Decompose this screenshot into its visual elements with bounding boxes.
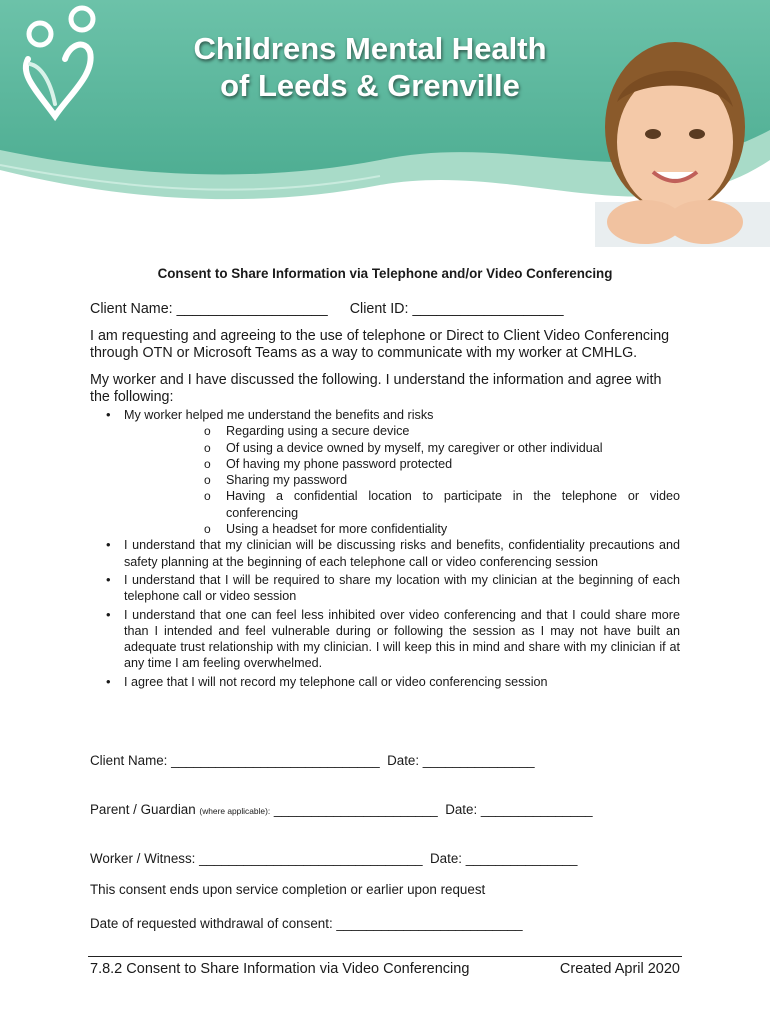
form-title: Consent to Share Information via Telephone and/or Video Conferencing — [157, 266, 613, 281]
worker-signature-line: Worker / Witness: ______________________________ Date: _______________ — [90, 851, 578, 866]
hearts-children-logo-icon — [10, 4, 110, 124]
smiling-child-photo — [575, 22, 770, 247]
client-id-field: Client ID: ___________________ — [349, 301, 564, 317]
client-info-row — [90, 301, 680, 318]
client-signature-line: Client Name: ____________________________ Date: _______________ — [90, 753, 535, 768]
sub-item: o Regarding using a secure device — [226, 423, 680, 439]
footer-document-id: 7.8.2 Consent to Share Information via Video Conferencing — [90, 961, 470, 977]
consent-bullet-list — [90, 407, 680, 690]
footer-divider — [88, 956, 682, 957]
request-paragraph: I am requesting and agreeing to the use of telephone or Direct to Client Video Conferencing through OTN or Microsoft Teams as a way to communicate with my worker at CMHLG. — [90, 328, 670, 361]
org-name-line2: of Leeds & Grenville — [220, 68, 520, 103]
guardian-applicable-note: (where applicable): — [199, 806, 271, 816]
page-footer — [90, 961, 680, 977]
bullet-item: • I understand that one can feel less inhibited over video conferencing and that I could share more than I intended and feel vulnerable during or following the session as I may not have built an adequate trust relationship with my clinician. I will keep this in mind and share with my clinician if at any time I am feeling overwhelmed. — [124, 607, 680, 672]
bullet-item: • I agree that I will not record my telephone call or video conferencing session — [124, 674, 680, 690]
consent-end-note: This consent ends upon service completion or earlier upon request — [90, 882, 486, 897]
organization-name — [120, 30, 620, 104]
letterhead-banner — [0, 0, 770, 250]
client-name-field: Client Name: ___________________ — [90, 301, 328, 317]
bullet-item: • I understand that my clinician will be discussing risks and benefits, confidentiality precautions and safety planning at the beginning of each telephone call or video conferencing session — [124, 537, 680, 570]
withdrawal-date-line: Date of requested withdrawal of consent: _________________________ — [90, 916, 523, 931]
sub-item: o Sharing my password — [226, 472, 680, 488]
consent-form-body — [90, 266, 680, 690]
sub-item: o Of using a device owned by myself, my caregiver or other individual — [226, 440, 680, 456]
guardian-blank: ______________________ Date: _______________ — [270, 802, 593, 817]
guardian-signature-line — [90, 802, 593, 817]
sub-item: o Using a headset for more confidentiality — [226, 521, 680, 537]
guardian-label: Parent / Guardian — [90, 802, 200, 817]
footer-created-date: Created April 2020 — [559, 961, 680, 977]
bullet-item — [124, 407, 680, 537]
org-name-line1: Childrens Mental Health — [193, 31, 547, 66]
sub-item: o Of having my phone password protected — [226, 456, 680, 472]
discussion-paragraph: My worker and I have discussed the following. I understand the information and agree with the following: — [90, 372, 662, 405]
risk-sub-list — [124, 423, 680, 537]
bullet-item: • I understand that I will be required to share my location with my clinician at the beginning of each telephone call or video session — [124, 572, 680, 605]
bullet-text: My worker helped me understand the benefits and risks — [124, 408, 434, 422]
sub-item: o Having a confidential location to participate in the telephone or video conferencing — [226, 488, 680, 521]
